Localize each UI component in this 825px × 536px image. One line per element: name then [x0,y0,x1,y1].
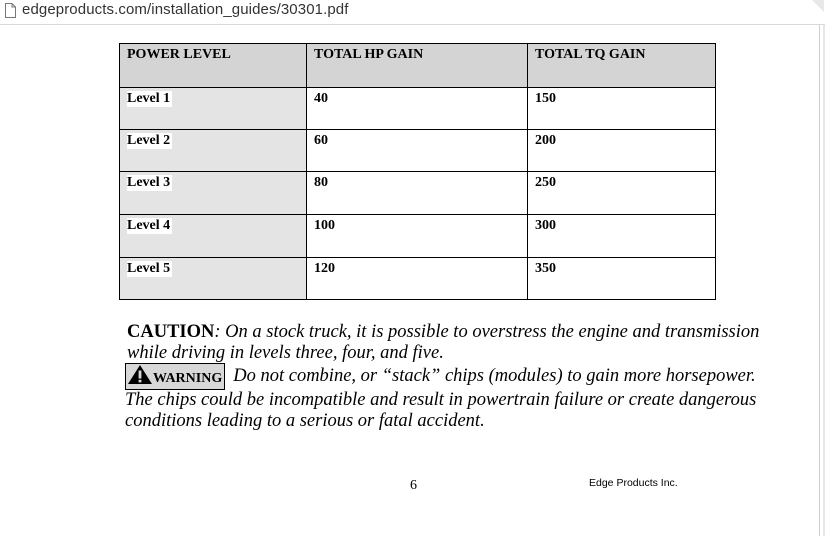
table-row [120,258,716,300]
page-edge [819,25,820,536]
table-header-row [120,44,716,88]
table-row [120,130,716,172]
header-tq-gain: TOTAL TQ GAIN [528,44,716,88]
document-icon [5,3,16,18]
warning-badge [125,363,225,390]
page-number: 6 [410,478,417,493]
level-cell: Level 4 [120,215,307,258]
table-row [120,88,716,130]
warning-label: WARNING [153,371,223,386]
level-cell: Level 2 [120,130,307,172]
power-level-table [119,43,716,300]
tq-cell: 300 [528,215,716,258]
level-cell: Level 5 [120,258,307,300]
caution-text: : On a stock truck, it is possible to overstress the engine and transmission while driving in levels three, four, and five. [127,322,760,363]
hp-cell: 40 [307,88,528,130]
overflow-corner-icon [806,0,824,24]
hp-cell: 80 [307,172,528,215]
tq-cell: 200 [528,130,716,172]
level-cell: Level 1 [120,88,307,130]
caution-label: CAUTION [127,322,215,342]
hp-cell: 120 [307,258,528,300]
tq-cell: 250 [528,172,716,215]
company-name: Edge Products Inc. [589,477,678,489]
address-bar[interactable] [0,0,825,25]
hp-cell: 60 [307,130,528,172]
warning-paragraph [125,366,785,432]
url-text[interactable]: edgeproducts.com/installation_guides/30301.pdf [22,1,349,18]
tq-cell: 150 [528,88,716,130]
tq-cell: 350 [528,258,716,300]
caution-paragraph [127,322,767,364]
warning-triangle-icon [127,364,153,385]
table-row [120,215,716,258]
level-cell: Level 3 [120,172,307,215]
warning-text: Do not combine, or “stack” chips (modules) to gain more horsepower. The chips could be incompatible and result in powertrain failure or create dangerous conditions leading to a serious or fatal accident. [125,366,757,431]
table-row [120,172,716,215]
hp-cell: 100 [307,215,528,258]
header-hp-gain: TOTAL HP GAIN [307,44,528,88]
header-power-level: POWER LEVEL [120,44,307,88]
